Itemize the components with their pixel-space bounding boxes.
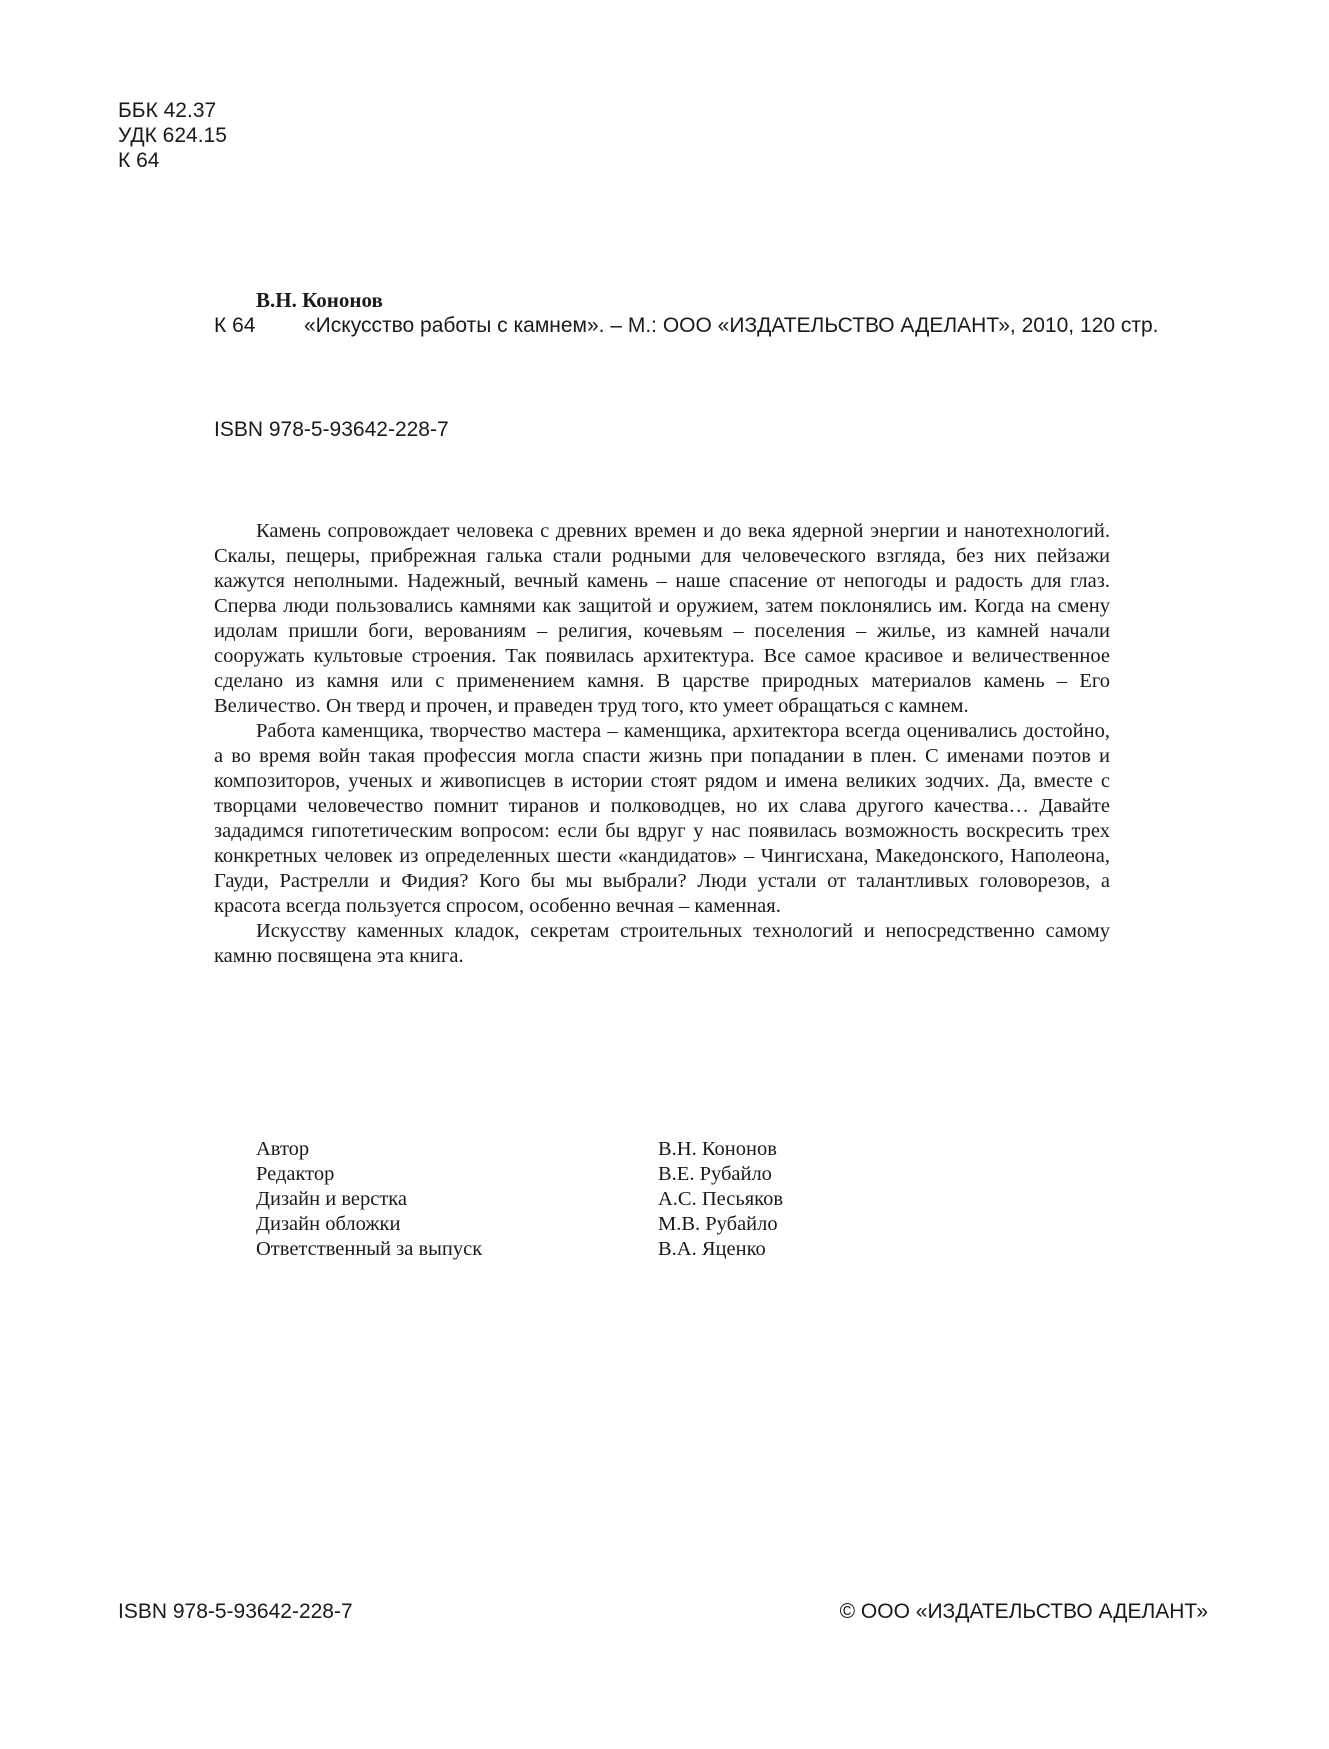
isbn: ISBN 978-5-93642-228-7 bbox=[214, 418, 449, 441]
bibliography-author: В.Н. Кононов bbox=[256, 288, 383, 312]
abstract bbox=[214, 519, 1110, 969]
credit-role: Редактор bbox=[256, 1163, 335, 1185]
author-mark: К 64 bbox=[118, 149, 160, 172]
credit-name: В.А. Яценко bbox=[658, 1238, 766, 1260]
credit-role: Дизайн обложки bbox=[256, 1213, 401, 1235]
credit-name: М.В. Рубайло bbox=[658, 1213, 778, 1235]
credit-role: Дизайн и верстка bbox=[256, 1188, 408, 1210]
credit-row bbox=[256, 1212, 876, 1237]
credit-row bbox=[256, 1137, 876, 1162]
credit-row bbox=[256, 1237, 876, 1262]
bibliography-description: «Искусство работы с камнем». – М.: ООО «ИЗДАТЕЛЬСТВО АДЕЛАНТ», 2010, 120 стр. bbox=[304, 314, 1159, 337]
credit-role: Автор bbox=[256, 1138, 310, 1160]
udk-code: УДК 624.15 bbox=[118, 124, 227, 147]
footer-copyright: © ООО «ИЗДАТЕЛЬСТВО АДЕЛАНТ» bbox=[839, 1600, 1208, 1623]
abstract-paragraph: Работа каменщика, творчество мастера – каменщика, архитектора всегда оценивались достойно, а во время войн такая профессия могла спасти жизнь при попадании в плен. С именами поэтов и композиторов, ученых и живописцев в истории стоят рядом и имена великих зодчих. Да, вместе с творцами человечество помнит тиранов и полководцев, но их слава другого качества… Давайте зададимся гипотетическим вопросом: если бы вдруг у нас появилась возможность воскресить трех конкретных человек из определенных шести «кандидатов» – Чингисхана, Македонского, Наполеона, Гауди, Растрелли и Фидия? Кого бы мы выбрали? Люди устали от талантливых головорезов, а красота всегда пользуется спросом, особенно вечная – каменная. bbox=[214, 720, 1110, 917]
credit-role: Ответственный за выпуск bbox=[256, 1238, 483, 1260]
abstract-paragraph: Камень сопровождает человека с древних времен и до века ядерной энергии и нанотехнологий. Скалы, пещеры, прибрежная галька стали родными для человеческого взгляда, без них пейзажи кажутся неполными. Надежный, вечный камень – наше спасение от непогоды и радость для глаз. Сперва люди пользовались камнями как защитой и оружием, затем поклонялись им. Когда на смену идолам пришли боги, верованиям – религия, кочевьям – поселения – жилье, из камней начали сооружать культовые строения. Так появилась архитектура. Все самое красивое и величественное сделано из камня или с применением камня. В царстве природных материалов камень – Его Величество. Он тверд и прочен, и праведен труд того, кто умеет обращаться с камнем. bbox=[214, 520, 1110, 717]
credit-row bbox=[256, 1187, 876, 1212]
credits-table bbox=[256, 1137, 876, 1262]
credit-name: В.Н. Кононов bbox=[658, 1138, 777, 1160]
credit-row bbox=[256, 1162, 876, 1187]
bibliography-code: К 64 bbox=[214, 314, 256, 337]
bibliography-entry bbox=[214, 314, 1158, 338]
credit-name: А.С. Песьяков bbox=[658, 1188, 783, 1210]
abstract-paragraph: Искусству каменных кладок, секретам строительных технологий и непосредственно самому камню посвящена эта книга. bbox=[214, 920, 1110, 967]
classification-block bbox=[118, 98, 227, 173]
credit-name: В.Е. Рубайло bbox=[658, 1163, 772, 1185]
footer-isbn: ISBN 978-5-93642-228-7 bbox=[118, 1600, 353, 1623]
bbk-code: ББК 42.37 bbox=[118, 99, 217, 122]
